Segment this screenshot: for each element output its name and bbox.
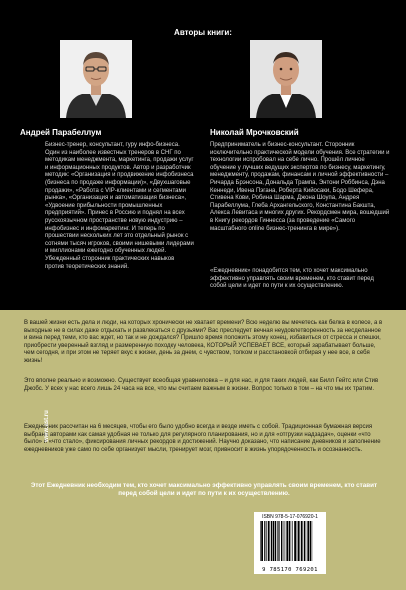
barcode-icon bbox=[260, 521, 320, 561]
description-section bbox=[0, 310, 406, 590]
author-name-parabellum: Андрей Парабеллум bbox=[20, 128, 102, 137]
author-photo-mrochkovsky bbox=[250, 40, 322, 118]
summary-text: Этот Ежедневник необходим тем, кто хочет максимально эффективно управлять своим временем, кто ставит перед собой цели и идет по пути к их осуществлению. bbox=[30, 482, 378, 498]
isbn-text: ISBN 978-5-17-076920-1 bbox=[262, 514, 318, 520]
author-photo-icon bbox=[250, 40, 322, 118]
author-photo-parabellum bbox=[60, 40, 132, 118]
diary-note: «Ежедневник» понадобится тем, кто хочет максимально эффективно управлять своим временем, кто ставит перед собой цели и идет по пути к их осуществлению. bbox=[210, 268, 374, 290]
description-paragraph: Ежедневник рассчитан на 6 месяцев, чтобы его было удобно всегда и везде иметь с собой. Традиционная бумажная версия выбрана авторами как самая удобная не только для регулярного планирования, но и для «отгрузки надзадач», оценки «что было» и «что стало», фиксирования личных рекордов и достижений. Научно доказано, что написание дневников и заполнение ежедневников уже само по себе организует мысли, тренирует мозг, привносит в жизнь упорядоченность и осознанность. bbox=[24, 424, 381, 453]
author-photo-icon bbox=[60, 40, 132, 118]
description-paragraph: В вашей жизни есть дела и люди, на которых хронически не хватает времени? Всю неделю вы мечетесь как белка в колесе, а в выходные не в силах даже отдыхать и развлекаться с друзьями? Вас преследует вечная неудовлетворенность за несделанное и вина перед теми, кто вас ждет, но так и не дождался? Пришло время положить этому конец, избавиться от стресса и спешки, приобрести уверенный взгляд и размеренную походку человека, КОТОРЫЙ УСПЕВАЕТ ВСЕ, который зарабатывает больше, чем сегодня, и при этом не теряет вкус к жизни, день за днем, с чувством, толком и расстановкой отбирая у нее все, в себя жизнь! bbox=[24, 320, 383, 364]
description-paragraph: Это вполне реально и возможно. Существует всеобщая уравниловка – и для нас, и для таких людей, как Билл Гейтс или Стив Джобс. У всех у нас всего лишь 24 часа на все, что мы считаем важным в жизни. Вопрос только в том – на что мы их тратим. bbox=[24, 378, 379, 392]
publisher-website: www.ast.ru bbox=[44, 410, 50, 442]
ean-digits: 9 785170 769201 bbox=[262, 567, 318, 573]
author-bio-mrochkovsky: Предприниматель и бизнес-консультант. Сторонник исключительно практической модели обучения. Все стратегии и технологии испробовал на себе лично. Прошёл личное обучение у лучших ведущих экспертов по бизнесу, маркетингу, менеджменту, продажам, финансам и личной эффективности – Ричарда Брэнсона, Дональда Трампа, Энтони Роббинса, Дэна Кеннеди, Ивена Пэгана, Роберта Кийосаки, Бодо Шефера, Стивена Кови, Робина Шарма, Джона Шоупа, Андрея Парабеллума, Глеба Архангельского, Константина Бакшта, Алекса Левитаса и многих других. Рекордсмен мира, вошедший в Книгу рекордов Гиннесса (за проведение «Самого масштабного online бизнес-тренинга в мире»). bbox=[210, 142, 390, 232]
barcode-box bbox=[254, 512, 326, 574]
author-bio-parabellum: Бизнес-тренер, консультант, гуру инфо-бизнеса. Один из наиболее известных тренеров в СНГ по методикам менеджмента, маркетинга, продажи услуг и информационных продуктов. Автор и разработчик методик: «Организация и продвижение инфобизнеса (бизнеса по продаже информации)», «Двухшаговые продажи», «Работа с VIP-клиентами и сегментами рынка», «Организация и автоматизация бизнеса», «Удвоение прибыльности промышленных предприятий». Принес в Россию и поднял на всех русскоязычном пространстве новую индустрию – инфобизнес и инфомаркетинг. И теперь по прошествии нескольких лет это отдельный рынок с сотнями тысяч игроков, своими нишевыми лидерами и миллионами ежегодно обученных людей. Убежденный сторонник практических навыков против теоретических знаний. bbox=[45, 142, 194, 270]
section-title: Авторы книги: bbox=[174, 28, 232, 37]
author-name-mrochkovsky: Николай Мрочковский bbox=[210, 128, 299, 137]
